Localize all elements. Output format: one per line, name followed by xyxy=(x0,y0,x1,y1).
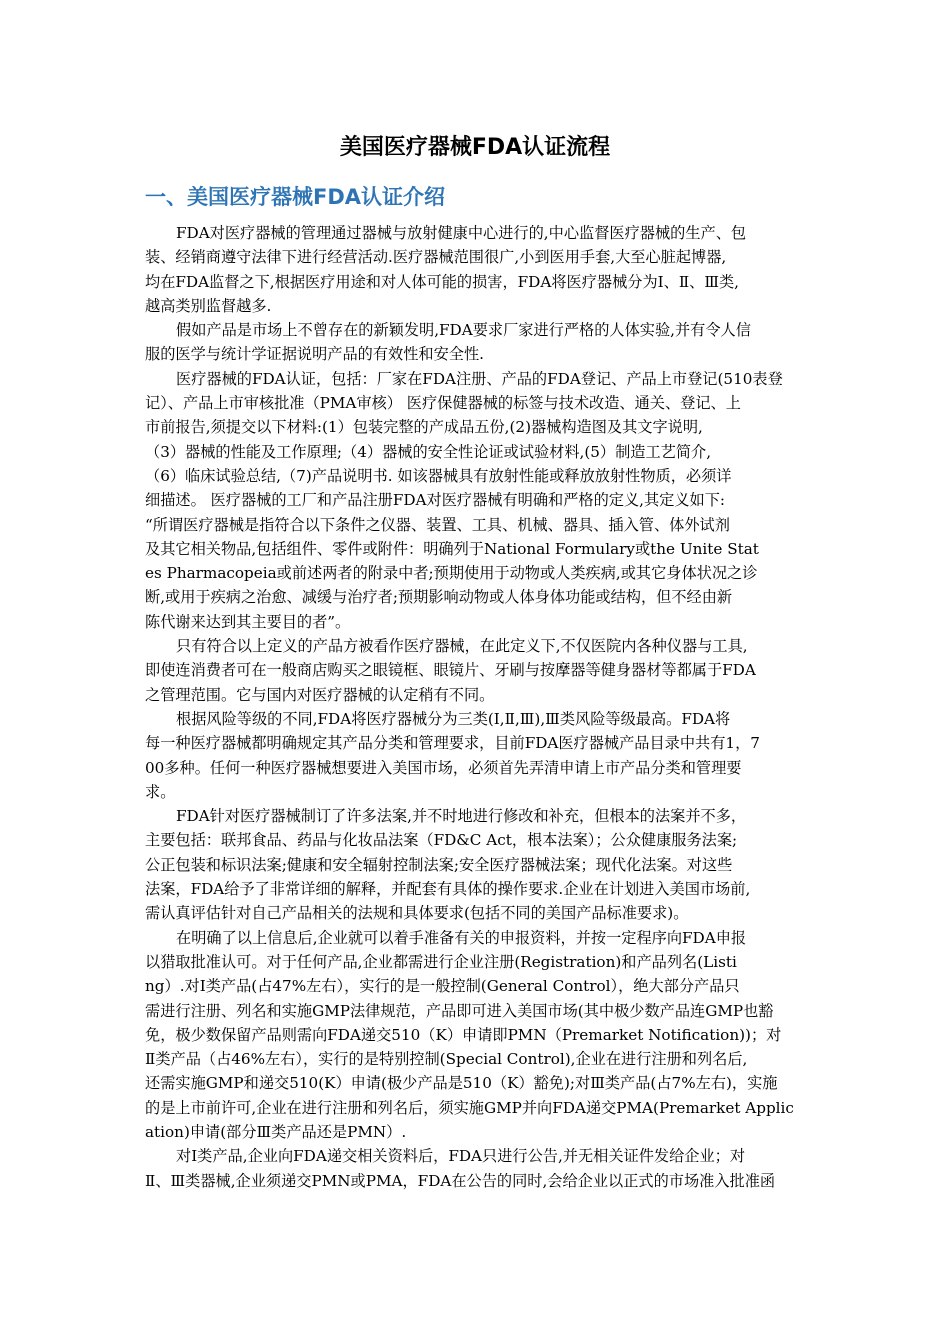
text-line: 记）、产品上市审核批准（PMA审核） 医疗保健器械的标签与技术改造、通关、登记、上 xyxy=(145,394,741,413)
text-line: 00多种。任何一种医疗器械想要进入美国市场，必须首先弄清申请上市产品分类和管理要 xyxy=(145,758,742,777)
text-line: 服的医学与统计学证据说明产品的有效性和安全性. xyxy=(145,345,484,364)
text-line: ation)申请(部分Ⅲ类产品还是PMN）. xyxy=(145,1122,407,1141)
text-line: 细描述。 医疗器械的工厂和产品注册FDA对医疗器械有明确和严格的定义,其定义如下: xyxy=(145,491,726,510)
document-body xyxy=(145,221,813,1193)
section-heading: 一、美国医疗器械FDA认证介绍 xyxy=(145,185,446,209)
text-line: 公正包装和标识法案;健康和安全辐射控制法案;安全医疗器械法案；现代化法案。对这些 xyxy=(145,855,733,874)
text-line: 即使连消费者可在一般商店购买之眼镜框、眼镜片、牙刷与按摩器等健身器材等都属于FDA xyxy=(145,661,756,680)
paragraph xyxy=(145,804,813,925)
paragraph xyxy=(145,634,813,707)
text-line: 之管理范围。它与国内对医疗器械的认定稍有不同。 xyxy=(145,685,495,704)
text-line: 在明确了以上信息后,企业就可以着手准备有关的申报资料，并按一定程序向FDA申报 xyxy=(176,928,747,947)
text-line: 免，极少数保留产品则需向FDA递交510（K）申请即PMN（Premarket Notification))；对 xyxy=(145,1025,782,1044)
text-line: ng）.对Ⅰ类产品(占47%左右），实行的是一般控制(General Control），绝大部分产品只 xyxy=(145,977,740,996)
text-line: 医疗器械的FDA认证，包括：厂家在FDA注册、产品的FDA登记、产品上市登记(510表登 xyxy=(176,369,783,388)
text-line: 根据风险等级的不同,FDA将医疗器械分为三类(Ⅰ,Ⅱ,Ⅲ),Ⅲ类风险等级最高。FDA将 xyxy=(176,709,731,728)
text-line: 法案，FDA给予了非常详细的解释，并配套有具体的操作要求.企业在计划进入美国市场前, xyxy=(145,880,751,899)
paragraph xyxy=(145,367,813,634)
text-line: 对Ⅰ类产品,企业向FDA递交相关资料后，FDA只进行公告,并无相关证件发给企业；对 xyxy=(176,1147,746,1166)
paragraph xyxy=(145,707,813,804)
text-line: 断,或用于疾病之治愈、减缓与治疗者;预期影响动物或人体身体功能或结构，但不经由新 xyxy=(145,588,733,607)
text-line: Ⅱ类产品（占46%左右），实行的是特别控制(Special Control),企业在进行注册和列名后, xyxy=(145,1050,748,1069)
text-line: 假如产品是市场上不曾存在的新颖发明,FDA要求厂家进行严格的人体实验,并有令人信 xyxy=(176,321,751,340)
text-line: 及其它相关物品,包括组件、零件或附件：明确列于National Formulary或the Unite Stat xyxy=(145,539,759,558)
text-line: 陈代谢来达到其主要目的者”。 xyxy=(145,612,351,631)
text-line: 市前报告,须提交以下材料:(1）包装完整的产成品五份,(2)器械构造图及其文字说明, xyxy=(145,418,703,437)
text-line: FDA对医疗器械的管理通过器械与放射健康中心进行的,中心监督医疗器械的生产、包 xyxy=(176,224,747,242)
text-line: 每一种医疗器械都明确规定其产品分类和管理要求，目前FDA医疗器械产品目录中共有1，7 xyxy=(145,734,760,753)
text-line: es Pharmacopeia或前述两者的附录中者;预期使用于动物或人类疾病,或其它身体状况之诊 xyxy=(145,564,758,583)
paragraph xyxy=(145,926,813,1145)
text-line: 均在FDA监督之下,根据医疗用途和对人体可能的损害，FDA将医疗器械分为Ⅰ、Ⅱ、Ⅲ类, xyxy=(145,272,739,291)
text-line: 的是上市前许可,企业在进行注册和列名后，须实施GMP并向FDA递交PMA(Premarket Applic xyxy=(145,1098,794,1117)
text-line: “所谓医疗器械是指符合以下条件之仪器、装置、工具、机械、器具、插入管、体外试剂 xyxy=(145,515,730,534)
text-line: 需认真评估针对自己产品相关的法规和具体要求(包括不同的美国产品标准要求)。 xyxy=(145,904,689,923)
text-line: Ⅱ、Ⅲ类器械,企业须递交PMN或PMA，FDA在公告的同时,会给企业以正式的市场准入批准函 xyxy=(145,1171,776,1190)
text-line: 以猎取批准认可。对于任何产品,企业都需进行企业注册(Registration)和产品列名(Listi xyxy=(145,952,737,971)
text-line: 还需实施GMP和递交510(K）申请(极少产品是510（K）豁免);对Ⅲ类产品(占7%左右)，实施 xyxy=(145,1074,778,1093)
text-line: 求。 xyxy=(145,782,176,801)
paragraph xyxy=(145,221,813,318)
text-line: （6）临床试验总结,（7)产品说明书. 如该器械具有放射性能或释放放射性物质，必须详 xyxy=(145,466,732,485)
text-line: 装、经销商遵守法律下进行经营活动.医疗器械范围很广,小到医用手套,大至心脏起博器, xyxy=(145,248,727,267)
paragraph xyxy=(145,318,813,367)
text-line: 越高类别监督越多. xyxy=(145,296,272,315)
paragraph xyxy=(145,1144,813,1193)
text-line: （3）器械的性能及工作原理;（4）器械的安全性论证或试验材料,(5）制造工艺简介, xyxy=(145,442,712,461)
text-line: 只有符合以上定义的产品方被看作医疗器械，在此定义下,不仅医院内各种仪器与工具, xyxy=(176,637,748,656)
text-line: 主要包括：联邦食品、药品与化妆品法案（FD&C Act，根本法案）；公众健康服务法案; xyxy=(145,831,738,850)
document-title: 美国医疗器械FDA认证流程 xyxy=(339,135,611,160)
text-line: 需进行注册、列名和实施GMP法律规范，产品即可进入美国市场(其中极少数产品连GMP也豁 xyxy=(145,1001,774,1020)
text-line: FDA针对医疗器械制订了许多法案,并不时地进行修改和补充，但根本的法案并不多， xyxy=(176,807,747,826)
